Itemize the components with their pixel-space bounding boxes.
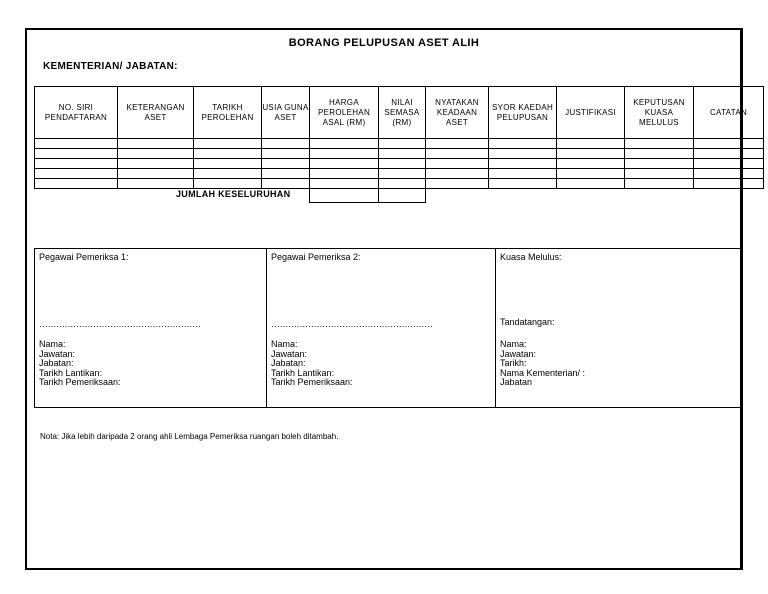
officer1-fields: [39, 340, 121, 388]
table-row: [35, 159, 764, 169]
asset-table: [34, 86, 764, 189]
table-row: [35, 169, 764, 179]
total-label: JUMLAH KESELURUHAN: [176, 189, 291, 199]
officer2-signature-line: …………………………………………………: [271, 319, 433, 329]
field-jabatan: Jabatan:: [39, 358, 74, 368]
field-nama-kementerian: Nama Kementerian/ :: [500, 367, 586, 378]
table-header-row: [35, 87, 764, 139]
table-row: [35, 179, 764, 189]
officer1-signature-line: …………………………………………………: [39, 319, 201, 329]
col-header-usia: USIA GUNA ASET: [262, 87, 310, 139]
field-tarikh-lantikan: Tarikh Lantikan:: [39, 367, 103, 378]
officer2-block: [267, 249, 496, 407]
col-header-keputusan: KEPUTUSAN KUASA MELULUS: [625, 87, 694, 139]
col-header-harga: HARGA PEROLEHAN ASAL (RM): [310, 87, 379, 139]
col-header-keterangan: KETERANGAN ASET: [118, 87, 194, 139]
field-tarikh-pemeriksaan: Tarikh Pemeriksaan:: [271, 377, 353, 387]
total-nilai-box: [378, 188, 426, 203]
table-row: [35, 139, 764, 149]
field-jawatan: Jawatan:: [500, 348, 537, 359]
field-jawatan: Jawatan:: [271, 348, 308, 359]
field-nama: Nama:: [271, 339, 298, 349]
officer2-fields: [271, 340, 353, 388]
table-row: [35, 149, 764, 159]
field-nama: Nama:: [39, 339, 66, 349]
col-header-tarikh: TARIKH PEROLEHAN: [194, 87, 262, 139]
officer1-block: [35, 249, 267, 407]
field-jawatan: Jawatan:: [39, 348, 76, 359]
signature-section: [34, 248, 742, 408]
col-header-catatan: CATATAN: [694, 87, 764, 139]
officer1-heading: Pegawai Pemeriksa 1:: [39, 252, 129, 262]
form-title: BORANG PELUPUSAN ASET ALIH: [288, 37, 480, 49]
field-jabatan: Jabatan:: [271, 358, 306, 368]
approver-fields: [500, 340, 585, 388]
approver-signature-label: Tandatangan:: [500, 317, 555, 327]
officer2-heading: Pegawai Pemeriksa 2:: [271, 252, 361, 262]
field-tarikh-lantikan: Tarikh Lantikan:: [271, 367, 335, 378]
footnote: Nota: Jika lebih daripada 2 orang ahli Lembaga Pemeriksa ruangan boleh ditambah.: [40, 432, 339, 441]
field-nama: Nama:: [500, 339, 527, 349]
col-header-syor: SYOR KAEDAH PELUPUSAN: [489, 87, 557, 139]
total-harga-box: [309, 188, 379, 203]
col-header-justifikasi: JUSTIFIKASI: [557, 87, 625, 139]
col-header-no-siri: NO. SIRI PENDAFTARAN: [35, 87, 118, 139]
approver-heading: Kuasa Melulus:: [500, 252, 562, 262]
approver-block: [496, 249, 742, 407]
col-header-keadaan: NYATAKAN KEADAAN ASET: [426, 87, 489, 139]
field-tarikh: Tarikh:: [500, 358, 527, 368]
field-jabatan: Jabatan: [500, 377, 533, 387]
col-header-nilai: NILAI SEMASA (RM): [379, 87, 426, 139]
ministry-label: KEMENTERIAN/ JABATAN:: [43, 61, 178, 72]
field-tarikh-pemeriksaan: Tarikh Pemeriksaan:: [39, 377, 121, 387]
